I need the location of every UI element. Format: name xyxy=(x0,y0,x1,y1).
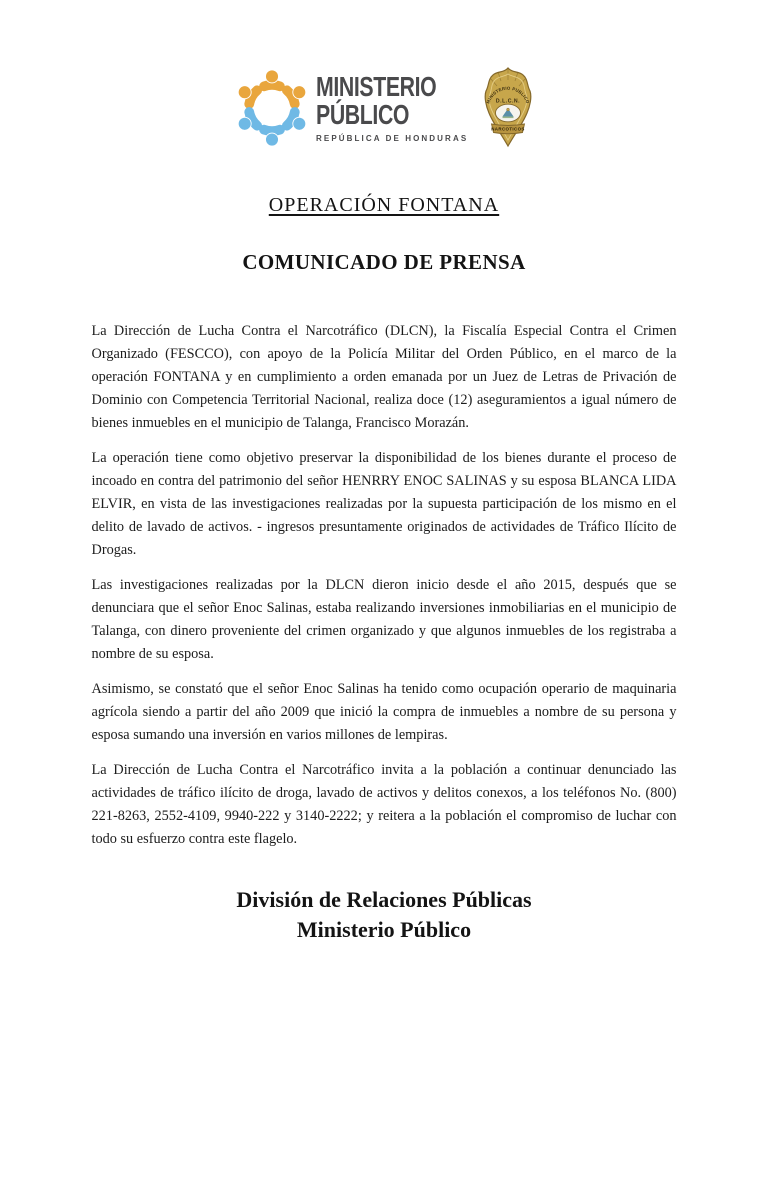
ministerio-publico-people-ring-icon xyxy=(232,65,312,151)
paragraph-4: Asimismo, se constató que el señor Enoc Salinas ha tenido como ocupación operario de maquinaria agrícola siendo a partir del año 2009 que inició la compra de inmuebles a nombre de su persona y esposa sumando una inversión en varios millones de lempiras. xyxy=(91,681,677,743)
dlcn-narcotics-badge-icon xyxy=(480,66,536,150)
logo-wordmark xyxy=(316,73,468,143)
paragraph-2: La operación tiene como objetivo preservar la disponibilidad de los bienes durante el proceso de incoado en contra del patrimonio del señor HENRRY ENOC SALINAS y su esposa BLANCA LIDA ELVIR, en vista de las investigaciones realizadas por la supuesta participación de los mismo en el delito de lavado de activos. - ingresos presuntamente originados de actividades de Tráfico Ilícito de Drogas. xyxy=(91,450,677,558)
signature-block xyxy=(0,885,768,945)
paragraph-3: Las investigaciones realizadas por la DLCN dieron inicio desde el año 2015, después que se denunciara que el señor Enoc Salinas, estaba realizando inversiones inmobiliarias en el municipio de Talanga, con dinero proveniente del crimen organizado y que algunos inmuebles de los registraba a nombre de su esposa. xyxy=(91,577,677,662)
logo-tagline: REPÚBLICA DE HONDURAS xyxy=(316,134,469,143)
operation-title: OPERACIÓN FONTANA xyxy=(268,194,500,216)
signature-division: División de Relaciones Públicas xyxy=(236,887,532,912)
badge-arc-text: MINISTERIO PUBLICO xyxy=(485,85,531,105)
document-body xyxy=(92,320,677,851)
signature-institution: Ministerio Público xyxy=(296,917,472,942)
logo-wordmark-line2: PÚBLICO xyxy=(316,99,410,130)
badge-unit-text: D.L.C.N. xyxy=(495,98,521,105)
logo-wordmark-line1: MINISTERIO xyxy=(316,71,437,102)
paragraph-5: La Dirección de Lucha Contra el Narcotráfico invita a la población a continuar denunciado las actividades de tráfico ilícito de droga, lavado de activos y delitos conexos, a los teléfonos No. (800) 221-8263, 2552-4109, 9940-222 y 3140-2222; y reitera a la población el compromiso de luchar con todo su esfuerzo contra este flagelo. xyxy=(91,762,677,847)
document-header xyxy=(0,62,768,154)
paragraph-1: La Dirección de Lucha Contra el Narcotráfico (DLCN), la Fiscalía Especial Contra el Crimen Organizado (FESCCO), con apoyo de la Policía Militar del Orden Público, en el marco de la operación FONTANA y en cumplimiento a orden emanada por un Juez de Letras de Privación de Dominio con Competencia Territorial Nacional, realiza doce (12) aseguramientos a igual número de bienes inmuebles en el municipio de Talanga, Francisco Morazán. xyxy=(91,323,677,431)
press-release-subtitle: COMUNICADO DE PRENSA xyxy=(242,250,526,274)
badge-banner-text: NARCOTICOS xyxy=(491,126,525,132)
